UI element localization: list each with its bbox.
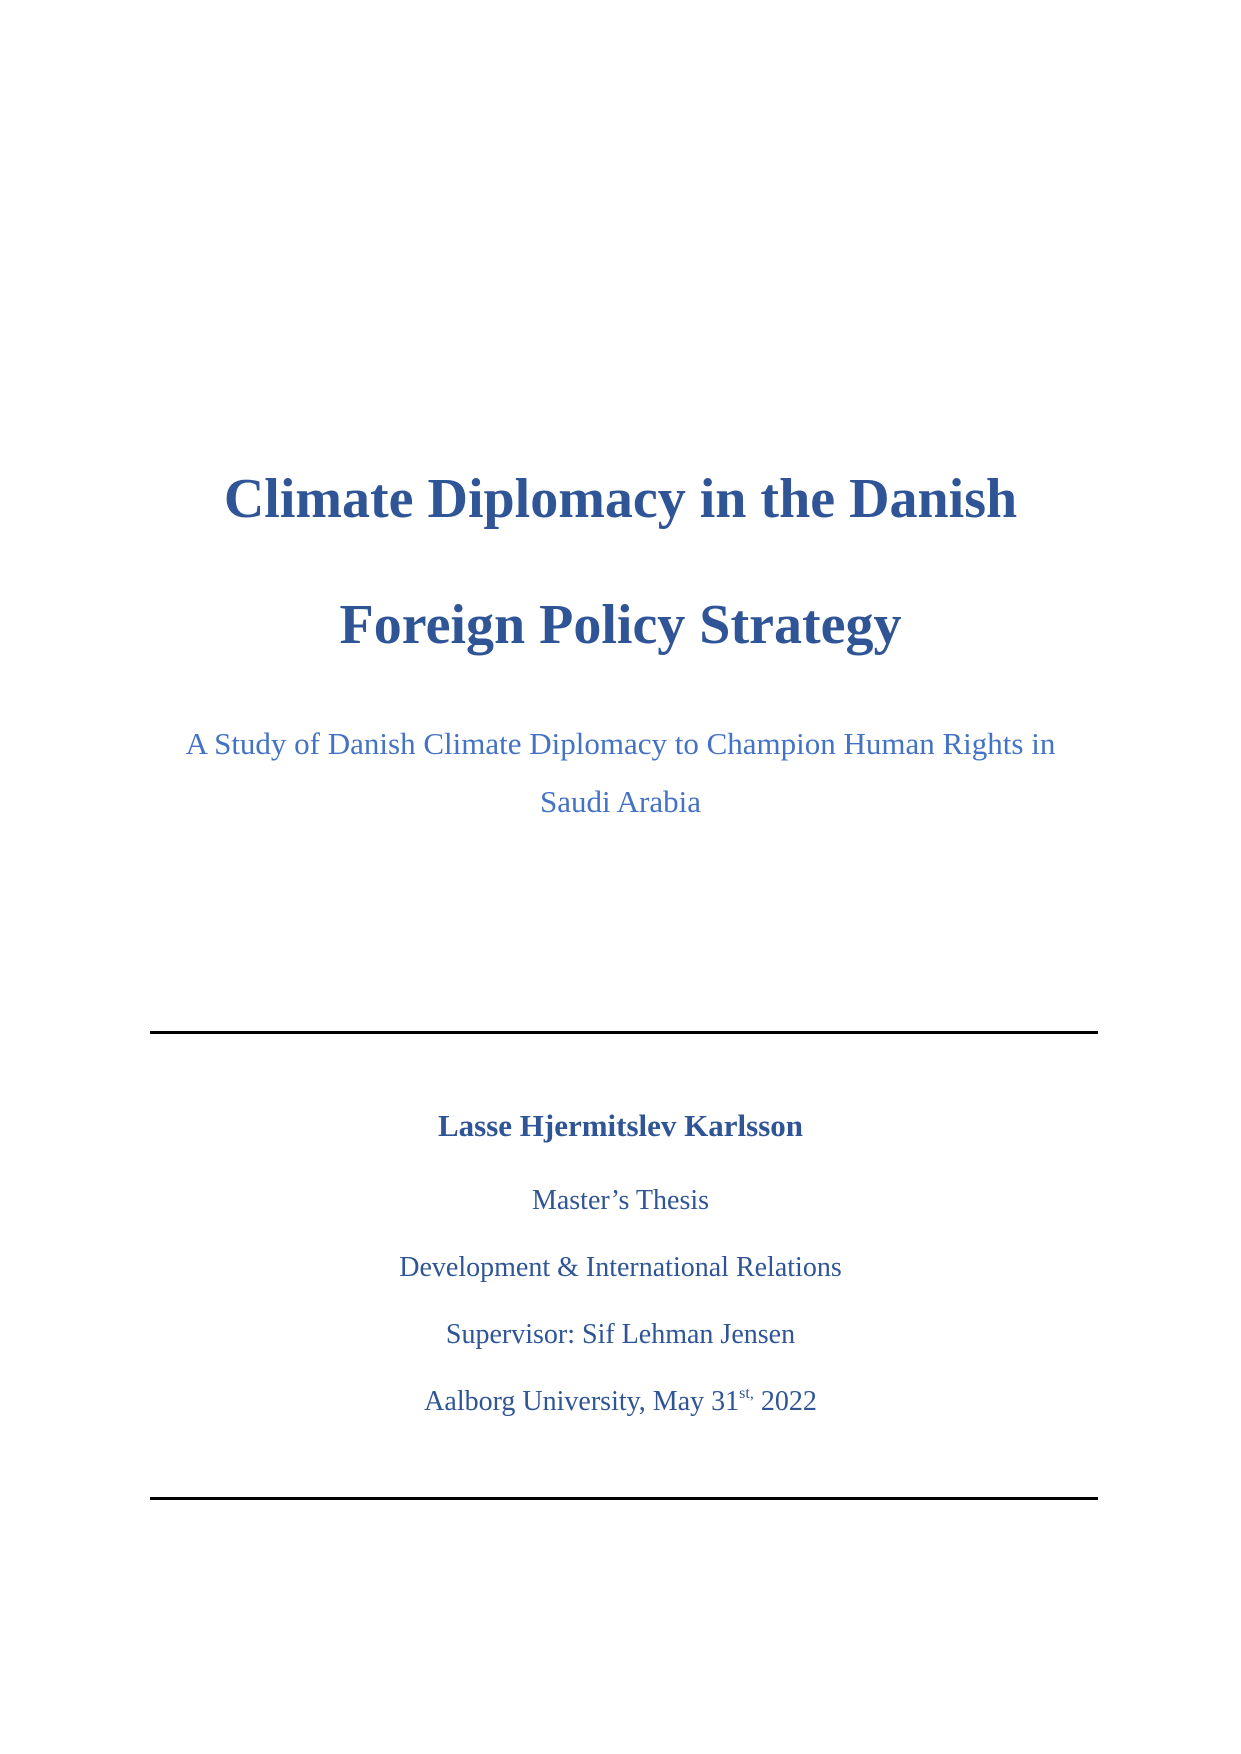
supervisor: Supervisor: Sif Lehman Jensen	[445, 1319, 796, 1350]
subtitle-line-1: A Study of Danish Climate Diplomacy to Champion Human Rights in	[185, 726, 1056, 761]
university-date-year: 2022	[753, 1386, 817, 1417]
thesis-type: Master’s Thesis	[531, 1185, 710, 1216]
date-ordinal-superscript: st,	[739, 1384, 754, 1402]
bottom-divider	[150, 1497, 1098, 1500]
document-subtitle	[130, 715, 1111, 831]
study-program: Development & International Relations	[399, 1252, 842, 1283]
author-name: Lasse Hjermitslev Karlsson	[437, 1108, 804, 1143]
university-date	[0, 1384, 1241, 1420]
title-line-2: Foreign Policy Strategy	[339, 594, 902, 656]
document-title	[0, 436, 1241, 688]
subtitle-line-2: Saudi Arabia	[540, 784, 701, 819]
university-date-prefix: Aalborg University, May 31	[424, 1386, 740, 1417]
title-line-1: Climate Diplomacy in the Danish	[223, 468, 1018, 530]
top-divider	[150, 1031, 1098, 1034]
